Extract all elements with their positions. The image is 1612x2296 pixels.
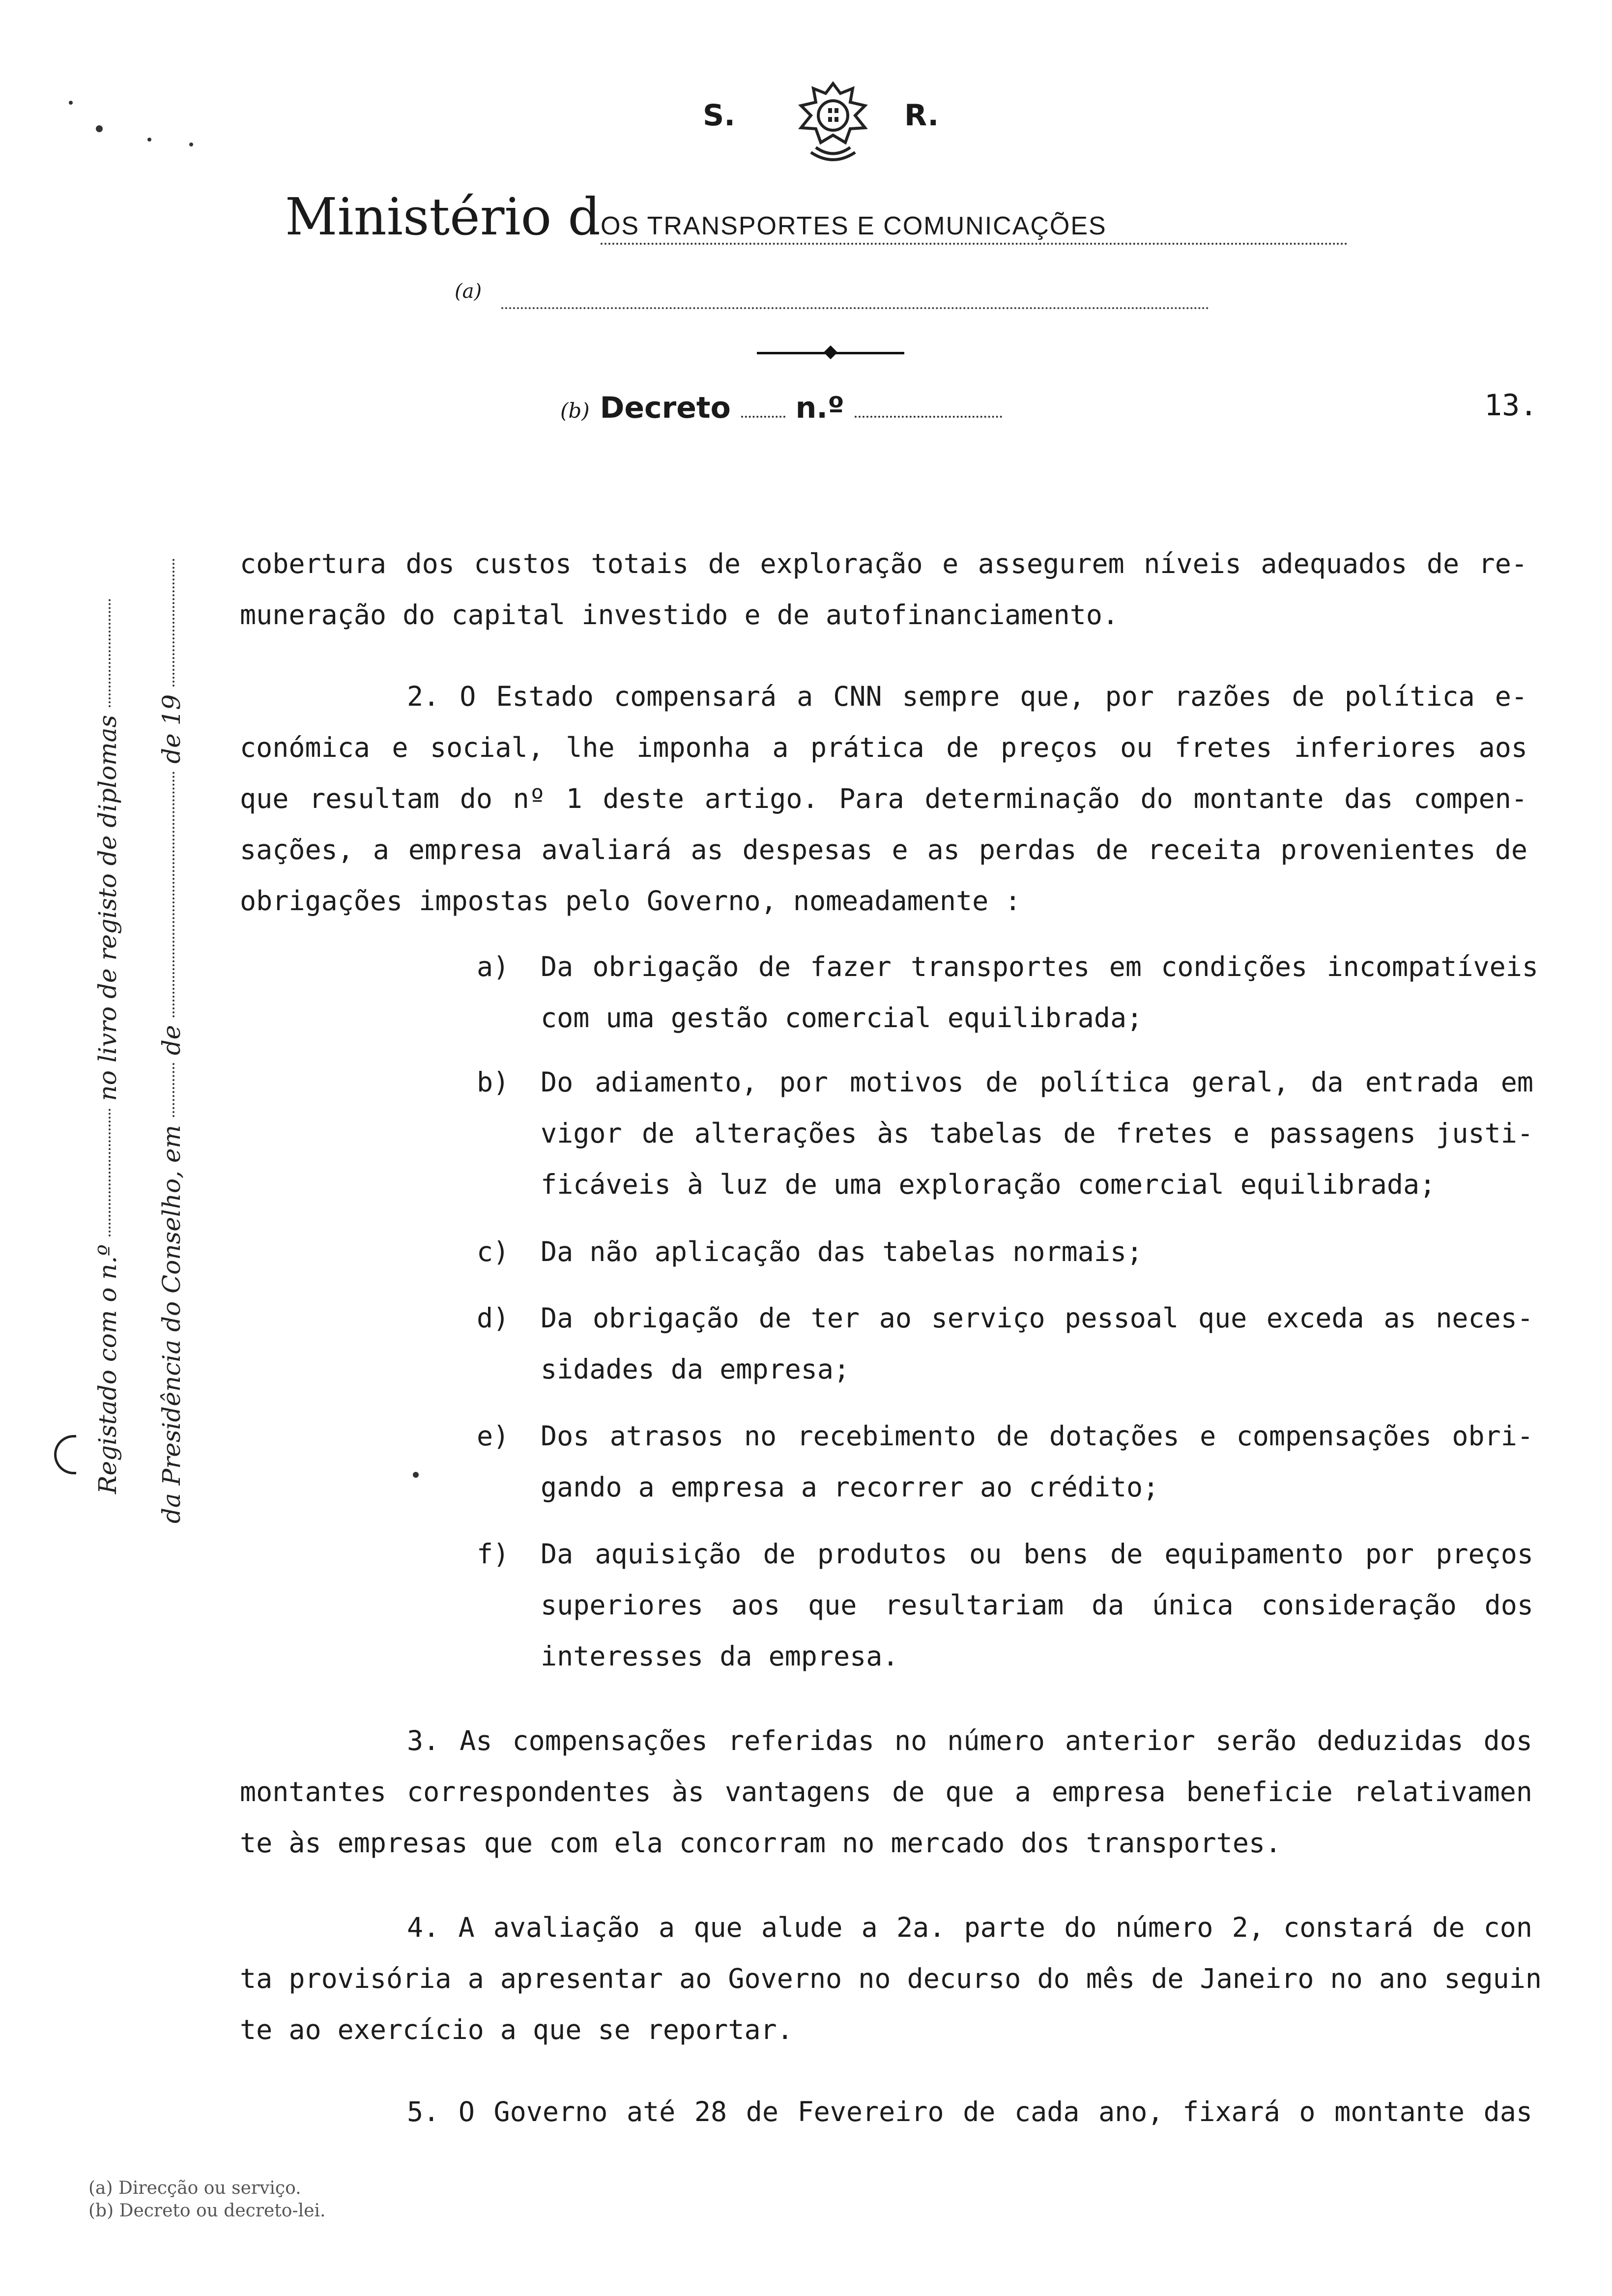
text-line: ficáveis à luz de uma exploração comercial equilibrada;	[541, 1169, 1436, 1200]
footnotes	[88, 2177, 325, 2222]
text-line: interesses da empresa.	[541, 1640, 899, 1672]
text-line: conómica e social, lhe imponha a prática de preços ou fretes inferiores aos	[240, 732, 1527, 763]
divider-diamond-icon	[824, 345, 837, 359]
ministry-heading	[285, 187, 1348, 247]
field-a-line	[501, 307, 1209, 309]
text-line: Da aquisição de produtos ou bens de equipamento por preços	[541, 1538, 1533, 1570]
ministry-word: Ministério	[285, 187, 552, 247]
paragraph-5	[240, 2086, 1532, 2137]
margin-dots	[173, 559, 174, 687]
ministry-d: d	[568, 187, 601, 247]
margin-register-text-d: de	[157, 1025, 186, 1056]
margin-register-text-a: Registado com o n.º	[93, 1244, 122, 1494]
decree-word: Decreto	[600, 391, 731, 425]
margin-dots	[109, 599, 111, 707]
paragraph-4	[240, 1902, 1542, 2055]
margin-register-line-2	[157, 559, 186, 1523]
decree-number-dots	[855, 416, 1002, 418]
margin-dots	[109, 1109, 111, 1236]
text-line: muneração do capital investido e de autofinanciamento.	[240, 599, 1119, 631]
field-b-label: (b)	[560, 399, 590, 423]
text-line: obrigações impostas pelo Governo, nomeadamente :	[240, 885, 1021, 917]
letterhead-r: R.	[904, 98, 939, 133]
text-line: com uma gestão comercial equilibrada;	[541, 1002, 1143, 1033]
paragraph-intro	[240, 538, 1527, 640]
list-item-b	[477, 1057, 1533, 1210]
text-line: sidades da empresa;	[541, 1353, 850, 1385]
scan-speck	[189, 143, 193, 146]
text-line: Da não aplicação das tabelas normais;	[541, 1236, 1143, 1267]
text-line: te ao exercício a que se reportar.	[240, 2014, 793, 2045]
scan-speck	[413, 1472, 419, 1478]
margin-register-text-e: de 19	[157, 694, 186, 764]
list-item-c	[477, 1226, 1533, 1277]
list-item-label: d)	[477, 1302, 510, 1334]
text-line: 5. O Governo até 28 de Fevereiro de cada ano, fixará o montante das	[407, 2096, 1532, 2127]
list-item-d	[477, 1292, 1533, 1395]
text-line: 3. As compensações referidas no número anterior serão deduzidas dos	[407, 1725, 1532, 1756]
text-line: te às empresas que com ela concorram no mercado dos transportes.	[240, 1827, 1282, 1859]
text-line: Da obrigação de ter ao serviço pessoal que exceda as neces-	[541, 1302, 1533, 1334]
footnote-a: (a) Direcção ou serviço.	[88, 2178, 301, 2198]
text-line: sações, a empresa avaliará as despesas e as perdas de receita provenientes de	[240, 834, 1527, 865]
decree-number-label: n.º	[795, 391, 844, 425]
text-line: cobertura dos custos totais de exploração e assegurem níveis adequados de re-	[240, 548, 1527, 579]
margin-register-text-b: no livro de registo de diplomas	[93, 715, 122, 1101]
text-line: Do adiamento, por motivos de política geral, da entrada em	[541, 1066, 1533, 1098]
page-number: 13.	[1484, 388, 1538, 423]
margin-bracket-icon	[54, 1435, 76, 1474]
footnote-b: (b) Decreto ou decreto-lei.	[88, 2201, 326, 2221]
text-line: 4. A avaliação a que alude a 2a. parte do número 2, constará de con	[407, 1912, 1532, 1943]
scan-speck	[96, 125, 103, 132]
text-line: Da obrigação de fazer transportes em condições incompatíveis	[541, 951, 1538, 982]
letterhead-s: S.	[703, 98, 736, 133]
list-item-label: f)	[477, 1538, 510, 1570]
margin-dots	[173, 772, 174, 1017]
list-item-label: c)	[477, 1236, 510, 1267]
text-line: 2. O Estado compensará a CNN sempre que, por razões de política e-	[407, 681, 1527, 712]
scan-speck	[69, 101, 73, 105]
decree-type-dots	[741, 416, 785, 418]
list-item-label: a)	[477, 951, 510, 982]
paragraph-3	[240, 1715, 1532, 1868]
paragraph-2	[240, 671, 1527, 926]
field-a-label: (a)	[455, 280, 482, 303]
coat-of-arms-seal-icon	[786, 74, 880, 167]
text-line: superiores aos que resultariam da única consideração dos	[541, 1589, 1533, 1621]
text-line: ta provisória a apresentar ao Governo no decurso do mês de Janeiro no ano seguin	[240, 1963, 1542, 1994]
text-line: vigor de alterações às tabelas de fretes e passagens justi-	[541, 1118, 1533, 1149]
list-item-a	[477, 941, 1538, 1043]
text-line: que resultam do nº 1 deste artigo. Para determinação do montante das compen-	[240, 783, 1527, 814]
margin-register-line-1	[93, 599, 122, 1494]
decree-line	[560, 391, 1002, 425]
list-item-e	[477, 1410, 1533, 1513]
list-item-f	[477, 1528, 1533, 1682]
ministry-name-field: OS TRANSPORTES E COMUNICAÇÕES	[601, 211, 1348, 245]
scan-speck	[147, 138, 151, 142]
text-line: montantes correspondentes às vantagens de que a empresa beneficie relativamen	[240, 1776, 1532, 1808]
list-item-label: b)	[477, 1066, 510, 1098]
margin-dots	[173, 1063, 174, 1117]
margin-register-text-c: da Presidência do Conselho, em	[157, 1125, 186, 1523]
list-item-label: e)	[477, 1420, 510, 1452]
text-line: gando a empresa a recorrer ao crédito;	[541, 1471, 1159, 1503]
text-line: Dos atrasos no recebimento de dotações e compensações obri-	[541, 1420, 1533, 1452]
